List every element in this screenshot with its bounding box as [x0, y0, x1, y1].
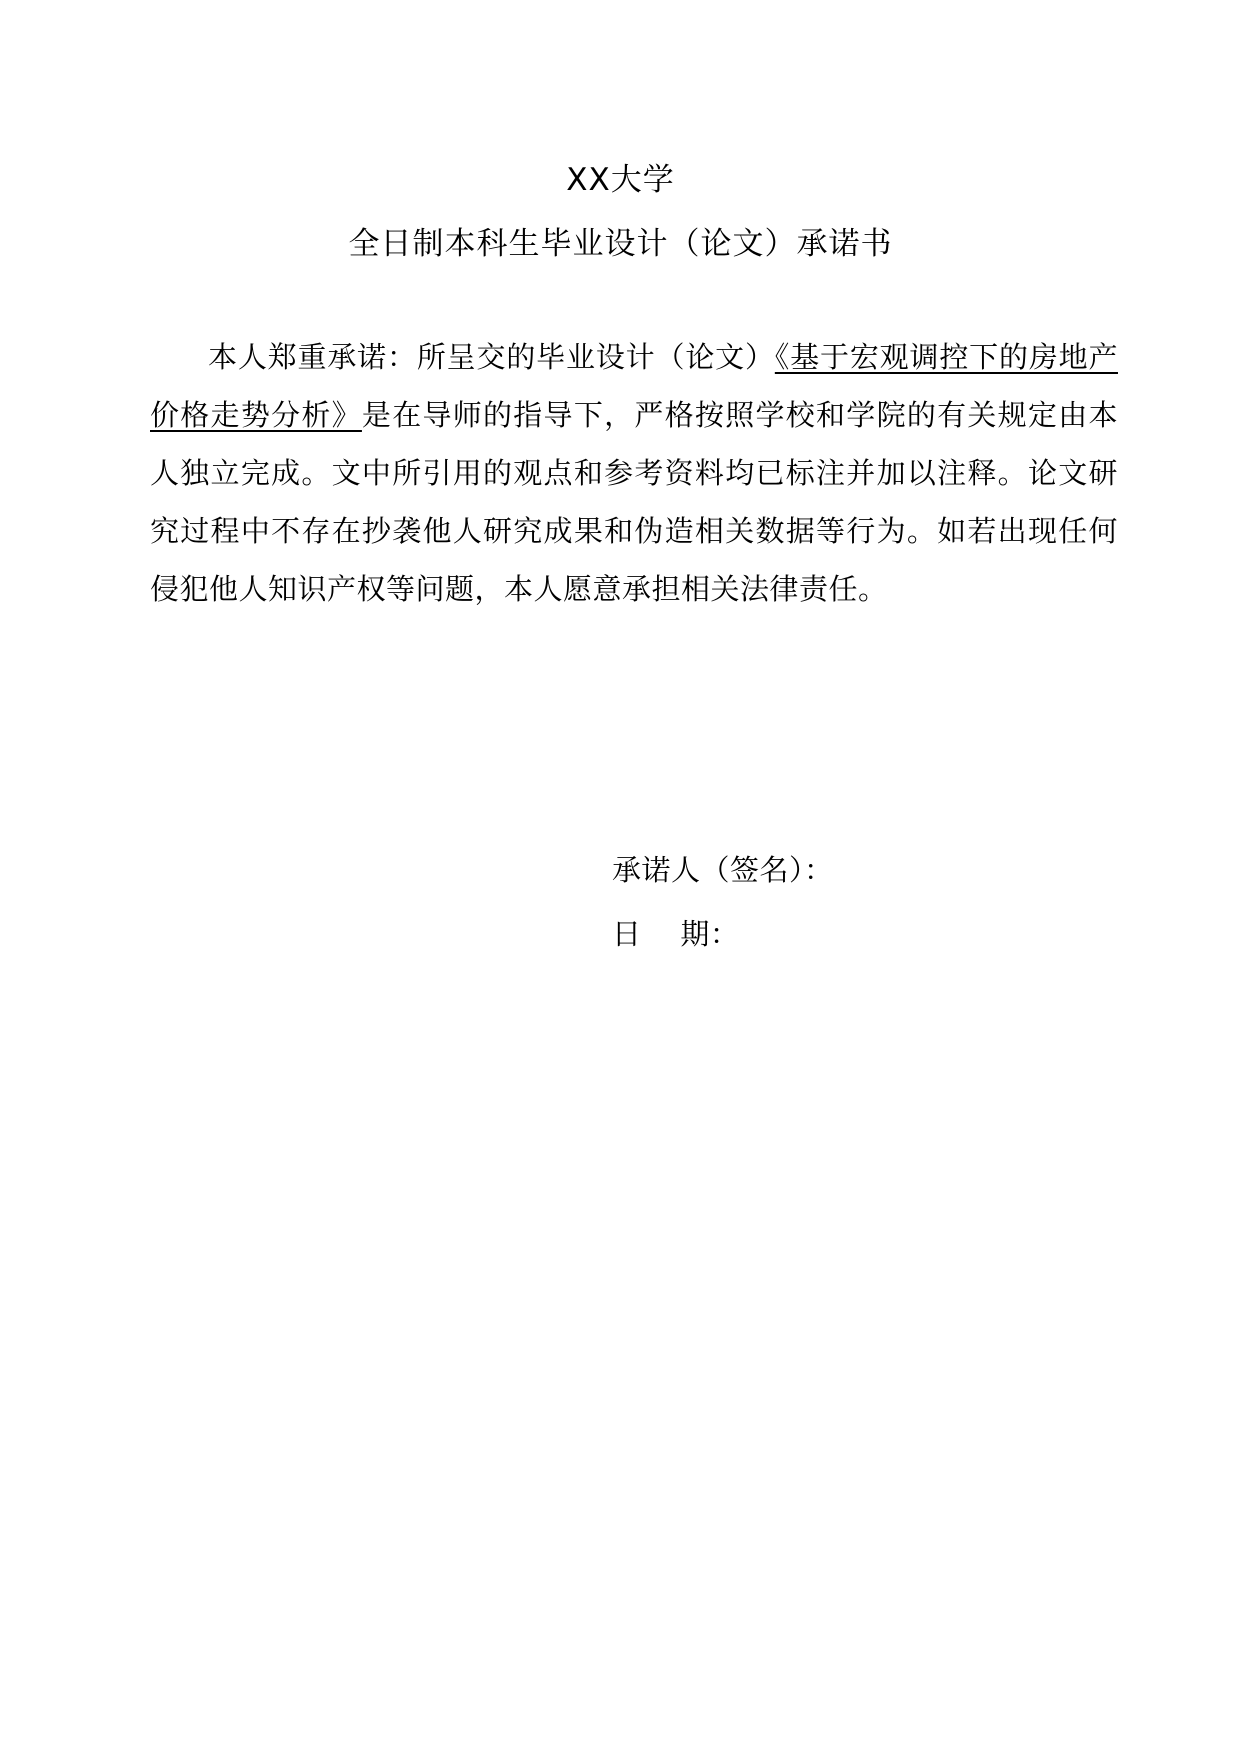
thesis-title: 《基于宏观调控下的房地产价格走势分析》 [150, 340, 1118, 432]
date-label: 日 期： [612, 917, 740, 951]
university-title: XX大学 [566, 162, 675, 198]
paragraph-intro: 本人郑重承诺：所呈交的毕业设计（论文） [208, 340, 775, 374]
paragraph-body: 是在导师的指导下，严格按照学校和学院的有关规定由本人独立完成。文中所引用的观点和参考资料均已标注并加以注释。论文研究过程中不存在抄袭他人研究成果和伪造相关数据等行为。如若出现任何侵犯他人知识产权等问题，本人愿意承担相关法律责任。 [150, 398, 1118, 606]
document-heading: 全日制本科生毕业设计（论文）承诺书 [348, 226, 893, 262]
signature-label: 承诺人（签名）： [612, 853, 834, 887]
commitment-paragraph [150, 328, 1118, 618]
